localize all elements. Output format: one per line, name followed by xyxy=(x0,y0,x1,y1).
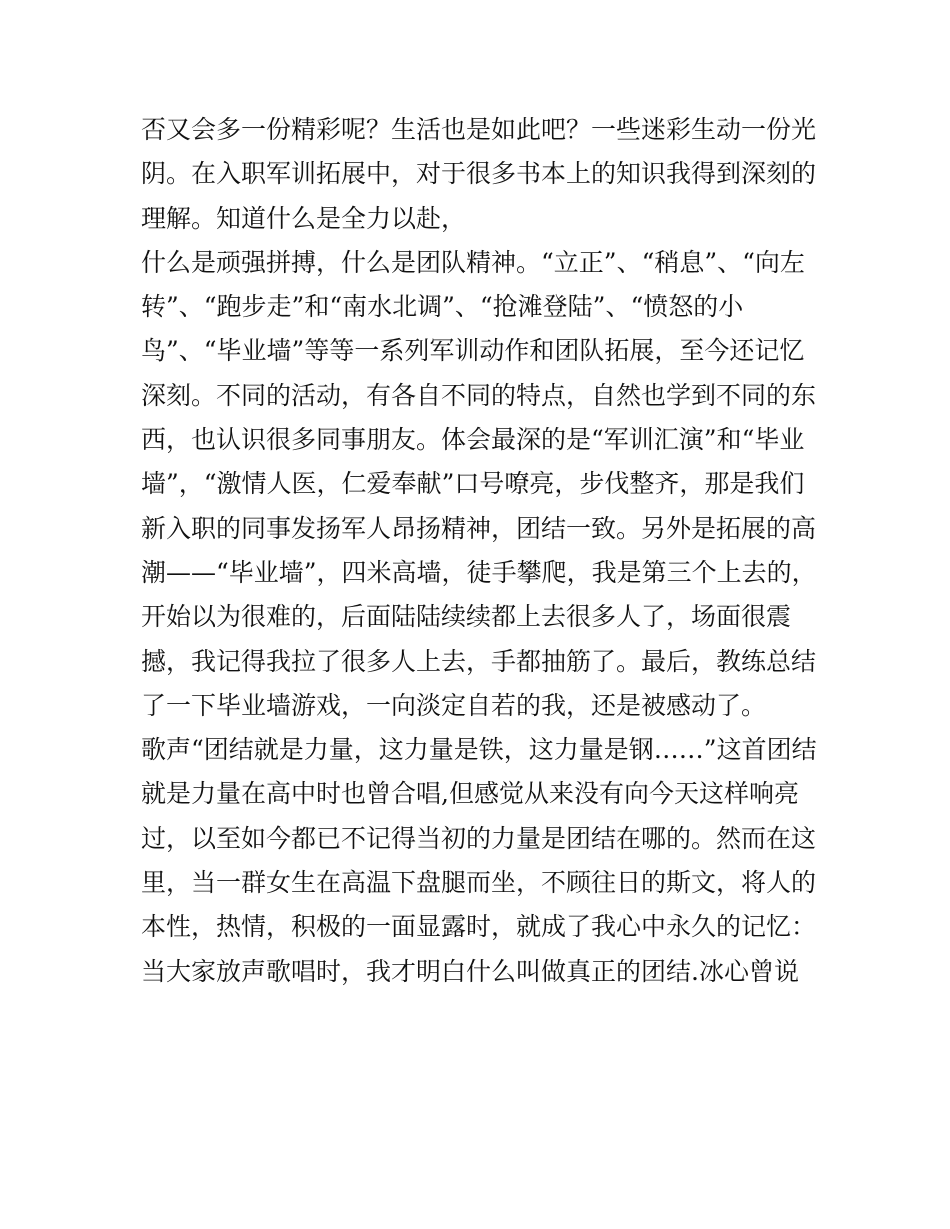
text-line-2: 阴。在入职军训拓展中，对于很多书本上的知识我得到深刻的 xyxy=(141,159,817,189)
text-line-16: 就是力量在高中时也曾合唱,但感觉从来没有向今天这样响亮 xyxy=(141,779,799,809)
text-line-8: 西，也认识很多同事朋友。体会最深的是“军训汇演”和“毕业 xyxy=(141,425,805,455)
text-line-12: 开始以为很难的，后面陆陆续续都上去很多人了，场面很震 xyxy=(141,602,792,632)
text-line-10: 新入职的同事发扬军人昂扬精神，团结一致。另外是拓展的高 xyxy=(141,513,817,543)
text-line-3: 理解。知道什么是全力以赴， xyxy=(141,203,467,233)
text-line-1: 否又会多一份精彩呢？生活也是如此吧？一些迷彩生动一份光 xyxy=(141,115,817,144)
text-line-17: 过，以至如今都已不记得当初的力量是团结在哪的。然而在这 xyxy=(141,823,817,853)
body-text xyxy=(141,108,821,994)
text-line-13: 撼，我记得我拉了很多人上去，手都抽筋了。最后，教练总结 xyxy=(141,646,817,676)
text-line-4: 什么是顽强拼搏，什么是团队精神。“立正”、“稍息”、“向左 xyxy=(141,247,805,277)
text-line-14: 了一下毕业墙游戏，一向淡定自若的我，还是被感动了。 xyxy=(141,690,767,720)
text-line-18: 里，当一群女生在高温下盘腿而坐，不顾往日的斯文，将人的 xyxy=(141,868,817,898)
text-line-7: 深刻。不同的活动，有各自不同的特点，自然也学到不同的东 xyxy=(141,380,817,410)
text-line-11: 潮——“毕业墙”，四米高墙，徒手攀爬，我是第三个上去的， xyxy=(141,557,817,587)
text-line-15: 歌声“团结就是力量，这力量是铁，这力量是钢……”这首团结 xyxy=(141,735,817,765)
text-line-5: 转”、“跑步走”和“南水北调”、“抢滩登陆”、“愤怒的小 xyxy=(141,292,744,322)
text-line-19: 本性，热情，积极的一面显露时，就成了我心中永久的记忆： xyxy=(141,912,817,942)
text-line-20: 当大家放声歌唱时，我才明白什么叫做真正的团结.冰心曾说 xyxy=(141,956,799,986)
text-line-9: 墙”，“激情人医，仁爱奉献”口号嘹亮，步伐整齐，那是我们 xyxy=(141,469,805,499)
text-line-6: 鸟”、“毕业墙”等等一系列军训动作和团队拓展，至今还记忆 xyxy=(141,336,805,366)
